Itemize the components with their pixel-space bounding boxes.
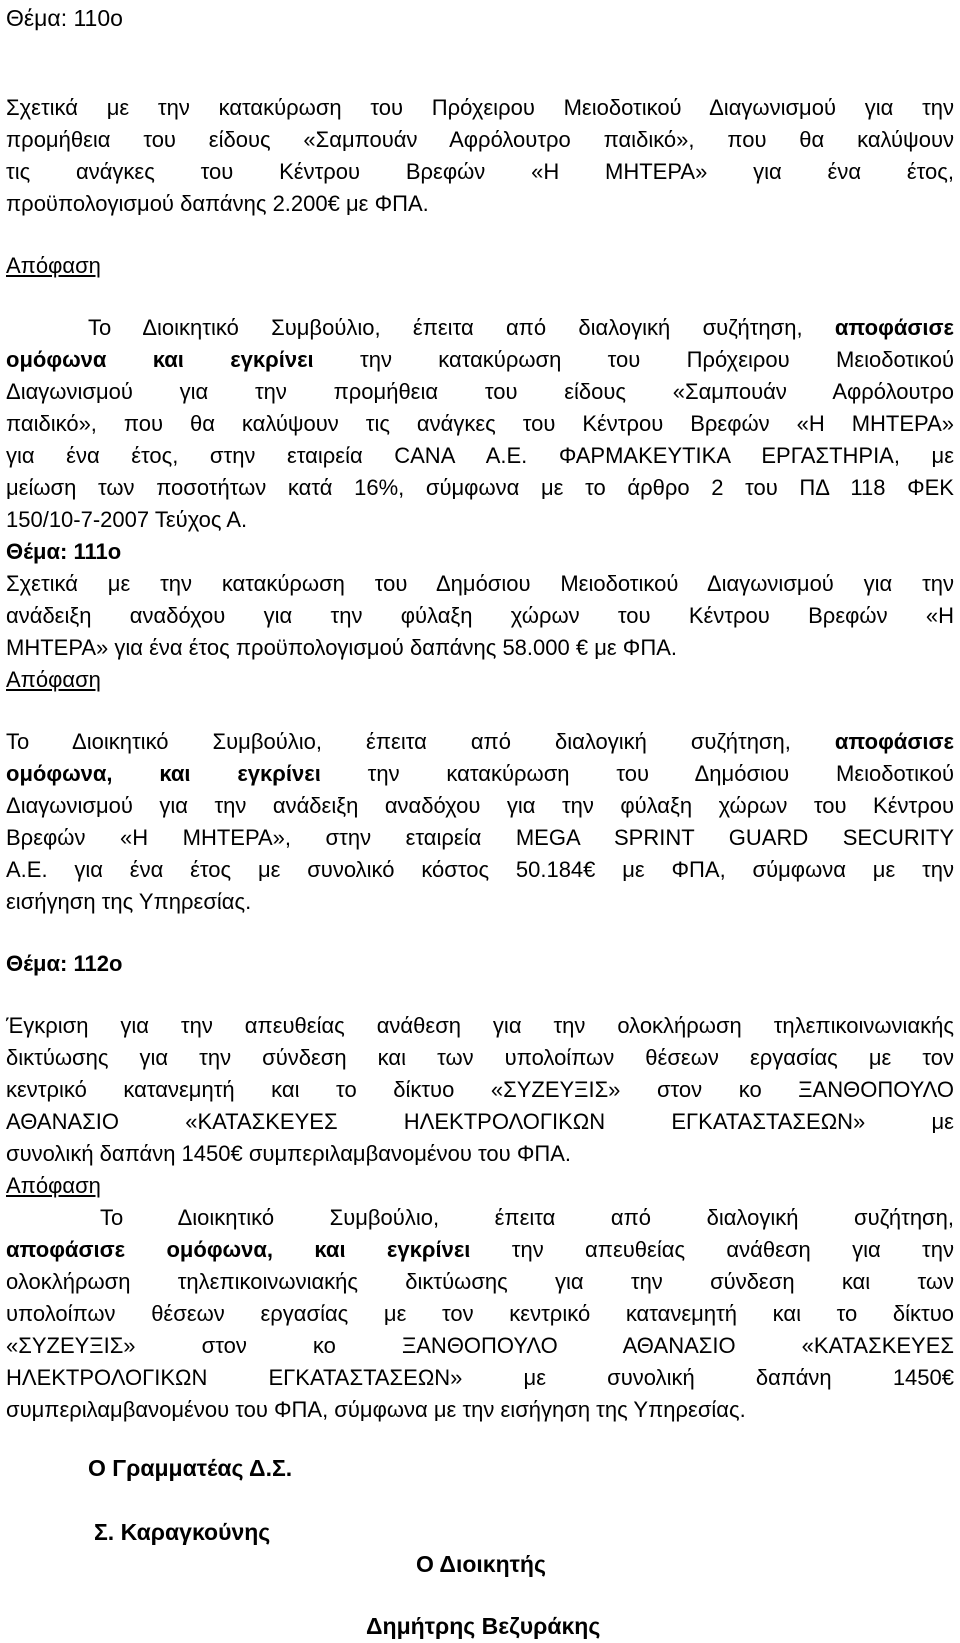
topic-110-subject-line: προμήθεια του είδους «Σαμπουάν Αφρόλουτρο παιδικό», που θα καλύψουν xyxy=(6,127,954,152)
topic-111-subject-line: Σχετικά με την κατακύρωση του Δημόσιου Μειοδοτικού Διαγωνισμού για την xyxy=(6,571,954,596)
topic-112-decision-line xyxy=(6,1234,954,1266)
decision-text: Το Διοικητικό Συμβούλιο, έπειτα από διαλογική συζήτηση, xyxy=(88,315,803,340)
decision-bold-text: ομόφωνα και εγκρίνει xyxy=(6,347,314,372)
topic-111-decision-line xyxy=(6,758,954,790)
topic-111-subject-line: ανάδειξη αναδόχου για την φύλαξη χώρων του Κέντρου Βρεφών «Η xyxy=(6,603,954,628)
topic-110-subject-line: τις ανάγκες του Κέντρου Βρεφών «Η ΜΗΤΕΡΑ» για ένα έτος, xyxy=(6,159,954,184)
director-title: Ο Διοικητής xyxy=(416,1551,546,1577)
decision-bold-text: αποφάσισε xyxy=(834,729,954,754)
topic-112-decision-line: ολοκλήρωση τηλεπικοινωνιακής δικτύωσης για την σύνδεση και των xyxy=(6,1269,954,1294)
topic-112-decision-line: υπολοίπων θέσεων εργασίας με τον κεντρικό κατανεμητή και το δίκτυο xyxy=(6,1301,954,1326)
decision-text: την απευθείας ανάθεση για την xyxy=(511,1237,954,1262)
topic-112-subject-line: δικτύωσης για την σύνδεση και των υπολοίπων θέσεων εργασίας με τον xyxy=(6,1045,954,1070)
topic-110-decision-line xyxy=(88,312,954,344)
topic-112-title: Θέμα: 112ο xyxy=(6,951,123,976)
topic-111-decision-line: Α.Ε. για ένα έτος με συνολικό κόστος 50.184€ με ΦΠΑ, σύμφωνα με την xyxy=(6,857,954,882)
decision-bold-text: αποφάσισε ομόφωνα, και εγκρίνει xyxy=(6,1237,471,1262)
decision-bold-text: αποφάσισε xyxy=(834,315,954,340)
topic-112-decision-line: συμπεριλαμβανομένου του ΦΠΑ, σύμφωνα με την εισήγηση της Υπηρεσίας. xyxy=(6,1397,746,1422)
topic-112-decision-line: ΗΛΕΚΤΡΟΛΟΓΙΚΩΝ ΕΓΚΑΤΑΣΤΑΣΕΩΝ» με συνολική δαπάνη 1450€ xyxy=(6,1365,954,1390)
topic-112-decision-heading: Απόφαση xyxy=(6,1173,101,1198)
decision-text: Το Διοικητικό Συμβούλιο, έπειτα από διαλογική συζήτηση, xyxy=(6,729,791,754)
topic-110-decision-line: παιδικό», που θα καλύψουν τις ανάγκες του Κέντρου Βρεφών «Η ΜΗΤΕΡΑ» xyxy=(6,411,954,436)
decision-text: την κατακύρωση του Δημόσιου Μειοδοτικού xyxy=(367,761,955,786)
secretary-name: Σ. Καραγκούνης xyxy=(94,1519,271,1545)
topic-112-decision-line: «ΣΥΖΕΥΞΙΣ» στον κο ΞΑΝΘΟΠΟΥΛΟ ΑΘΑΝΑΣΙΟ «ΚΑΤΑΣΚΕΥΕΣ xyxy=(6,1333,954,1358)
topic-111-title: Θέμα: 111ο xyxy=(6,539,122,564)
topic-111-decision-line: εισήγηση της Υπηρεσίας. xyxy=(6,889,252,914)
topic-111-decision-line xyxy=(6,726,954,758)
decision-bold-text: ομόφωνα, και εγκρίνει xyxy=(6,761,321,786)
topic-110-decision-line: 150/10-7-2007 Τεύχος Α. xyxy=(6,507,248,532)
topic-110-decision-line: μείωση των ποσοτήτων κατά 16%, σύμφωνα με το άρθρο 2 του ΠΔ 118 ΦΕΚ xyxy=(6,475,954,500)
topic-110-decision-line xyxy=(6,344,954,376)
topic-112-decision-line: Το Διοικητικό Συμβούλιο, έπειτα από διαλογική συζήτηση, xyxy=(100,1205,954,1230)
topic-110-decision-line: για ένα έτος, στην εταιρεία CANA Α.Ε. ΦΑΡΜΑΚΕΥΤΙΚΑ ΕΡΓΑΣΤΗΡΙΑ, με xyxy=(6,443,954,468)
director-name: Δημήτρης Βεζυράκης xyxy=(366,1613,601,1639)
topic-110-title: Θέμα: 110ο xyxy=(6,5,123,31)
topic-110-subject-line: Σχετικά με την κατακύρωση του Πρόχειρου Μειοδοτικού Διαγωνισμού για την xyxy=(6,95,954,120)
secretary-title: Ο Γραμματέας Δ.Σ. xyxy=(88,1455,293,1481)
topic-110-decision-heading: Απόφαση xyxy=(6,253,101,278)
topic-112-subject-line: συνολική δαπάνη 1450€ συμπεριλαμβανομένου του ΦΠΑ. xyxy=(6,1141,572,1166)
topic-110-decision-line: Διαγωνισμού για την προμήθεια του είδους «Σαμπουάν Αφρόλουτρο xyxy=(6,379,954,404)
topic-112-subject-line: ΑΘΑΝΑΣΙΟ «ΚΑΤΑΣΚΕΥΕΣ ΗΛΕΚΤΡΟΛΟΓΙΚΩΝ ΕΓΚΑΤΑΣΤΑΣΕΩΝ» με xyxy=(6,1109,954,1134)
decision-text: την κατακύρωση του Πρόχειρου Μειοδοτικού xyxy=(360,347,954,372)
topic-111-decision-line: Βρεφών «Η ΜΗΤΕΡΑ», στην εταιρεία MEGA SPRINT GUARD SECURITY xyxy=(6,825,954,850)
topic-111-subject-line: ΜΗΤΕΡΑ» για ένα έτος προϋπολογισμού δαπάνης 58.000 € με ΦΠΑ. xyxy=(6,635,678,660)
topic-110-subject-line: προϋπολογισμού δαπάνης 2.200€ με ΦΠΑ. xyxy=(6,191,429,216)
topic-112-subject-line: κεντρικό κατανεμητή και το δίκτυο «ΣΥΖΕΥΞΙΣ» στον κο ΞΑΝΘΟΠΟΥΛΟ xyxy=(6,1077,954,1102)
topic-111-decision-line: Διαγωνισμού για την ανάδειξη αναδόχου για την φύλαξη χώρων του Κέντρου xyxy=(6,793,954,818)
topic-111-decision-heading: Απόφαση xyxy=(6,667,101,692)
topic-112-subject-line: Έγκριση για την απευθείας ανάθεση για την ολοκλήρωση τηλεπικοινωνιακής xyxy=(6,1013,954,1038)
